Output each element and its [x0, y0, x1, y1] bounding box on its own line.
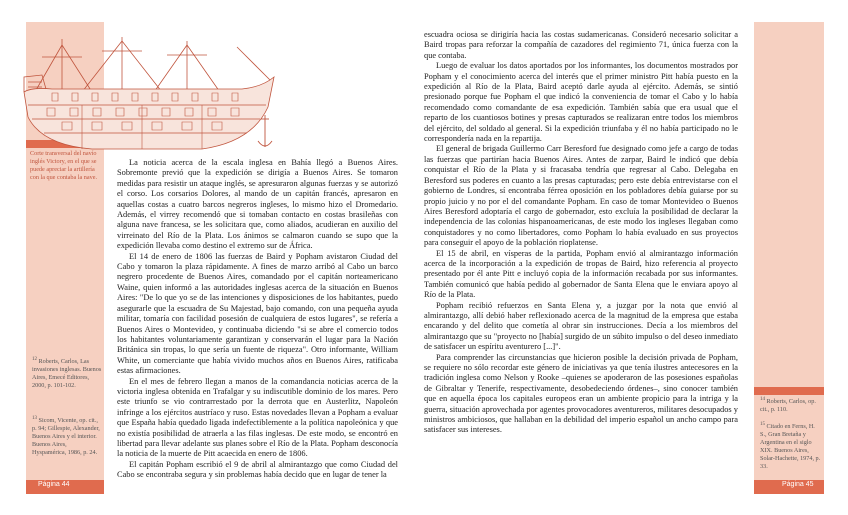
paragraph: La noticia acerca de la escala inglesa en Bahía llegó a Buenos Aires. Sobremonte previó que la expedición se dirigía a Buenos Aires. Se tomaron medidas para resistir un ataque inglés, se apresuraron algunas fuerzas y se autorizó el corso. Los corsarios Dolores, al mando de un capitán francés, apresaron en aquellas costas a cuatro barcos negreros ingleses, lo mismo hizo el Dromedario. Además, el virrey recomendó que si tomaban contacto en costas brasileñas con alguna nave francesa, se les solicitara que, como aliados, acudieran en auxilio del virreinato del Río de la Plata. Los ánimos se calmaron cuando se supo que la expedición llevaba como destino el extremo sur de África.: [117, 158, 398, 251]
paragraph: El 15 de abril, en vísperas de la partida, Popham envió al almirantazgo información acerca de la incorporación a la expedición de tropas de Baird, hizo referencia al proyecto presentado por él ante Pitt e incluyó copia de la información recabada por sus informantes. También comunicó que había pedido al gobernador de Santa Elena que le enviara apoyo al Río de la Plata.: [424, 248, 738, 300]
paragraph: escuadra ociosa se dirigiría hacia las costas sudamericanas. Consideró necesario solicitar a Baird tropas para reforzar la compañía de cazadores del regimiento 71, única fuerza con la que contaba.: [424, 30, 738, 60]
left-text-column: [117, 158, 398, 481]
right-text-column: [424, 30, 738, 436]
footnote-13: $^{13}$ Sicom, Vicente, op. cit., p. 94; Gillespie, Alexander, Buenos Aires y el interior. Buenos Aires, Hyspamérica, 1986, p. 24.: [32, 416, 100, 457]
paragraph: Para comprender las circunstancias que hicieron posible la decisión privada de Popham, se requiere no sólo recordar este género de iniciativas ya que tenía ilustres antecesores en la tradición inglesa como Nelson y Rooke –quienes se apoderaron de las posesiones españolas de Gibraltar y Tenerife, respectivamente, desobedeciendo órdenes–, sino conocer también que en aquella época los capitales europeos eran un ambiente propicio para la intriga y la guerra, situación aprovechada por agentes provocadores aventureros, militares desocupados y ministros ambiciosos, que hallaban en la debilidad del imperio español un ancho campo para satisfacer sus intereses.: [424, 352, 738, 435]
paragraph: El 14 de enero de 1806 las fuerzas de Baird y Popham avistaron Ciudad del Cabo y tomaron la plaza rápidamente. A fines de marzo arribó al Cabo un barco negrero procedente de Buenos Aires, comandado por el capitán norteamericano Waine, quien informó a las autoridades inglesas acerca de la situación en Buenos Aires: "De lo que yo se de las intenciones y disposiciones de los habitantes, puedo asegurarle que la escuadra de Su Majestad, bajo comando, con una pequeña ayuda militar, tomaría con facilidad posesión de cualquiera de estos lugares", se refería a Buenos Aires o Montevideo, y continuaba diciendo "si se abre el comercio todos los habitantes voluntariamente garantizan y conservarán el lugar para la Nación Británica sin tropas, lo que sería un fuente de riqueza". Otro informante, William White, un comerciante que había vivido muchos años en Buenos Aires, ratificaba estas afirmaciones.: [117, 251, 398, 376]
paragraph: El capitán Popham escribió el 9 de abril al almirantazgo que como Ciudad del Cabo se encontraba segura y sin problemas había decido que en lugar de tener la: [117, 459, 398, 480]
paragraph: El general de brigada Guillermo Carr Beresford fue designado como jefe a cargo de todas las fuerzas que partirían hacia Buenos Aires. Antes de zarpar, Baird le indicó que debía conquistar el Río de la Plata y si fracasaba tendría que regresar al Cabo. Delegaba en Beresford sus poderes en cuanto a las presas capturadas; pero este debía entrevistarse con el gobierno de Londres, sí encontraba férrea oposición en los pobladores debía guiarse por su propio juicio y no por el del comandante Popham. En caso de tomar Montevideo o Buenos Aires Beresford adoptaría el cargo de gobernador, esto excluía la posibilidad de declarar la independencia de las colonias hispanoamericanas, de este modo los ingleses llegaban como conquistadores y no como libertadores, como Popham lo había evaluado en sus proyectos para conseguir el apoyo de la población rioplatense.: [424, 144, 738, 248]
page-number-right: Página 45: [782, 481, 814, 488]
page-number-left: Página 44: [38, 481, 70, 488]
paragraph: En el mes de febrero llegan a manos de la comandancia noticias acerca de la victoria inglesa obtenida en Trafalgar y su indiscutible dominio de los mares. Pero este triunfo se vio contrarrestado por la derrota que en Austerlitz, Napoleón infringe a los ejércitos austríaco y ruso. Estas novedades llevan a Popham a evaluar que España había quedado ligada indefectiblemente a la política napoleónica y que no existía posibilidad de atraerla a las filas inglesas. De este modo, se encontró en libertad para llevar adelante sus planes sobre el Río de la Plata. Popham desconocía la noticia de la muerte de Pitt acaecida en enero de 1806.: [117, 376, 398, 459]
ship-cross-section-illustration: [22, 37, 276, 157]
paragraph: Popham recibió refuerzos en Santa Elena y, a juzgar por la nota que envió al almirantazgo, allí debió haber reflexionado acerca de la magnitud de la empresa que estaba encarando y del delito que cometía al obrar sin instrucciones. Decía a los miembros del almirantazgo que su "proyecto no [había] surgido de un súbito impulso o del deseo inmediato de satisfacer un espíritu aventurero [...]".: [424, 300, 738, 352]
footnote-14: $^{14}$ Roberts, Carlos, op. cit., p. 110.: [760, 397, 816, 414]
footnote-12: $^{12}$ Roberts, Carlos, Las invasiones inglesas. Buenos Aires, Emecé Editores, 2000, p. 101-102.: [32, 357, 102, 390]
figure-caption: Corte transversal del navío inglés Victory, en el que se puede apreciar la artillería con la que contaba la nave.: [30, 150, 97, 181]
sidebar-accent-bar: [754, 387, 824, 395]
paragraph: Luego de evaluar los datos aportados por los informantes, los documentos mostrados por Popham y el conocimiento acerca del interés que el primer ministro Pitt había puesto en la expedición al Río de la Plata, Baird aceptó darle ayuda al ejército. Además, se sintió presionado porque fue Popham el que indicó la conveniencia de tomar el Cabo y lo había recomendado como comandante de esa expedición. También sabía que era usual que el reparto de los cuantiosos botines y presas capturados se realizaran entre todos los miembros del ejército, del soldado al general. Si la expedición triunfaba y él no había participado no le correspondería nada en la repartija.: [424, 61, 738, 144]
footnote-15: $^{15}$ Citado en Ferns, H. S., Gran Bretaña y Argentina en el siglo XIX. Buenos Aires, Solar-Hachette, 1974, p. 33.: [760, 422, 821, 471]
